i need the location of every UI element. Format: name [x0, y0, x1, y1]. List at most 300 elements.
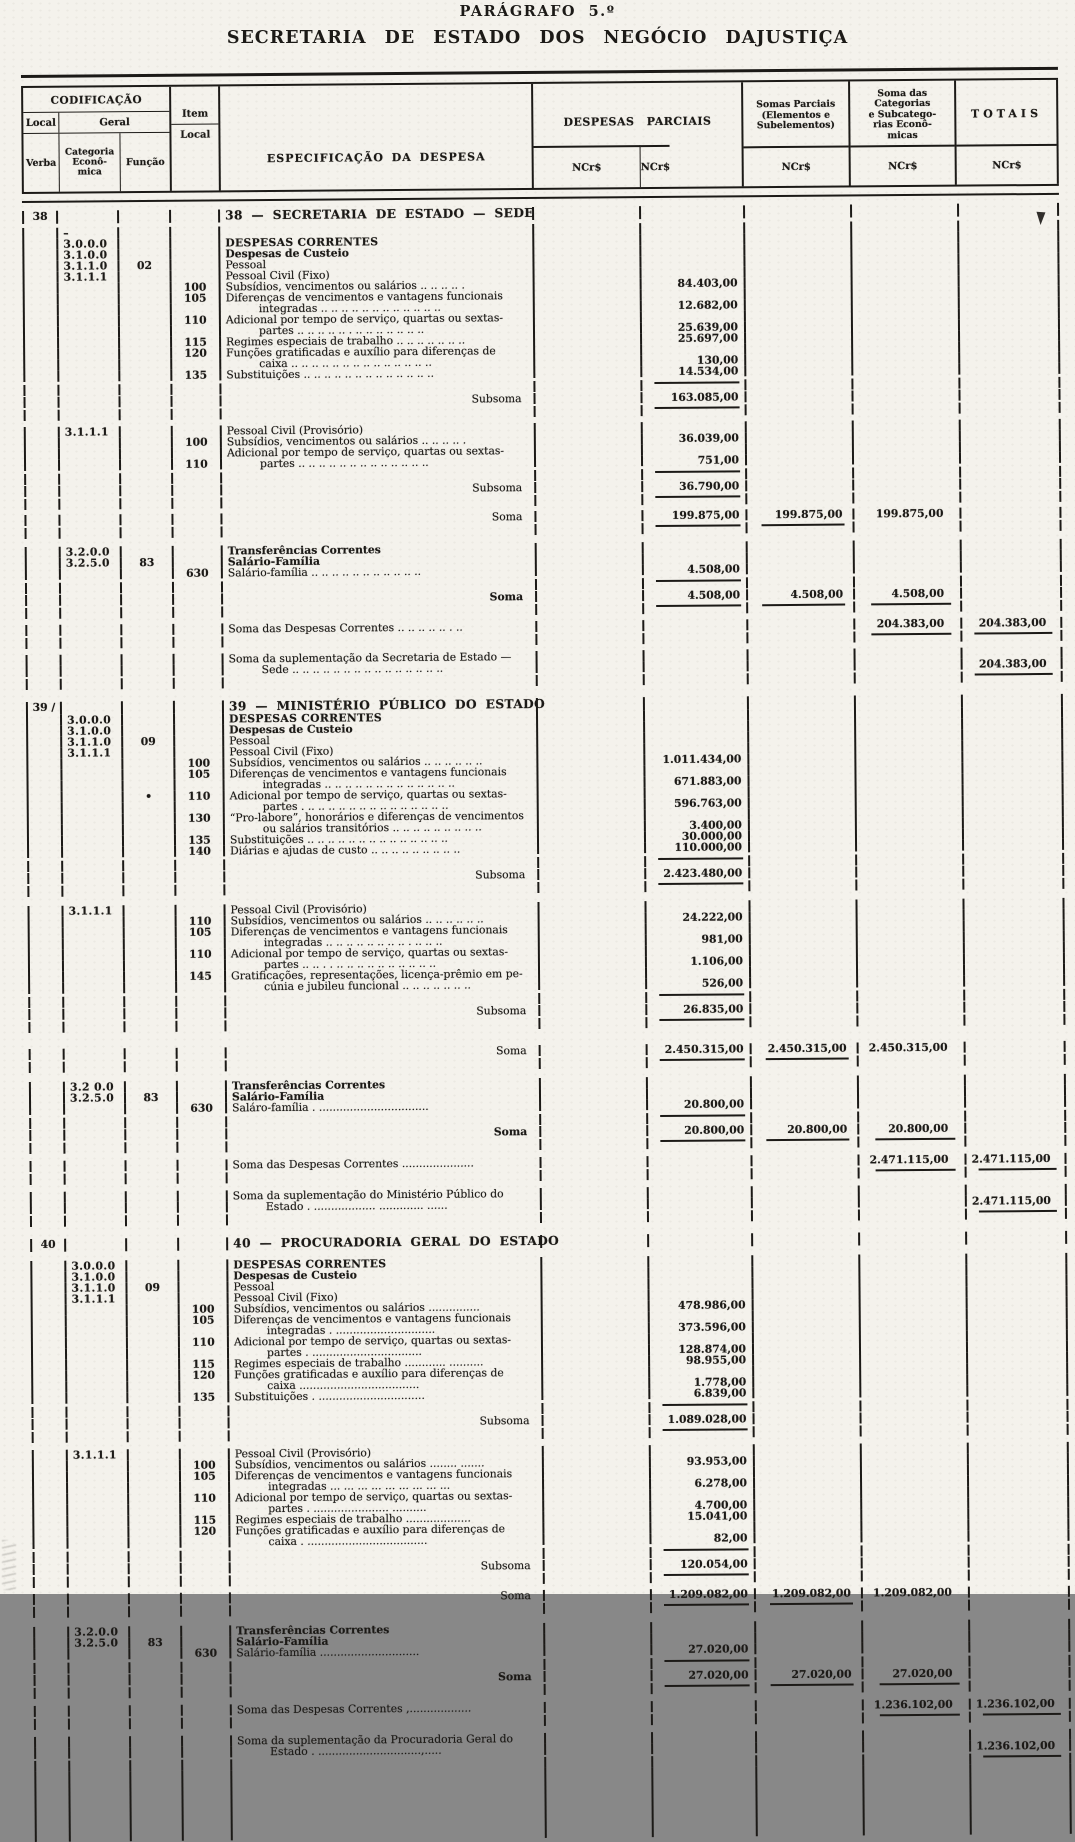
cell-verba: [24, 460, 60, 471]
cell-economic-code: [64, 971, 125, 982]
cell-funcao: [131, 1687, 183, 1698]
cell-funcao: [122, 637, 174, 648]
cell-item: [178, 1116, 227, 1127]
cell-despesas-parciais-1: [539, 787, 646, 799]
cell-funcao: [123, 701, 175, 714]
cell-soma-categorias: [862, 1498, 969, 1510]
cell-item: 100: [180, 1303, 229, 1314]
cell-totais: [961, 478, 1061, 490]
cell-somas-parciais: [752, 1111, 859, 1123]
cell-description: DESPESAS CORRENTES: [228, 1257, 542, 1270]
cell-item: 110: [173, 458, 222, 469]
cell-economic-code: [70, 1705, 131, 1716]
cell-despesas-parciais-1: [535, 322, 642, 334]
sum-rule: [766, 1139, 849, 1142]
cell-despesas-parciais-2: 4.508,00: [644, 563, 748, 575]
cell-economic-code: [63, 885, 124, 896]
cell-despesas-parciais-2: 671.883,00: [645, 775, 749, 787]
cell-soma-categorias: [857, 899, 964, 911]
cell-despesas-parciais-2: 82,00: [651, 1532, 755, 1544]
cell-soma-categorias: [853, 276, 960, 288]
cell-item: [175, 735, 224, 746]
cell-description: [223, 604, 537, 617]
cell-despesas-parciais-1: [542, 1169, 649, 1181]
cell-somas-parciais: [753, 1185, 860, 1197]
cell-soma-categorias: [854, 403, 961, 415]
cell-economic-code: [69, 1551, 130, 1562]
cell-funcao: [121, 498, 173, 509]
cell-despesas-parciais-1: [538, 765, 645, 777]
cell-funcao: [119, 227, 171, 238]
cell-soma-categorias: [861, 1287, 968, 1299]
cell-somas-parciais: [745, 204, 852, 218]
cell-totais: [968, 1286, 1068, 1298]
cell-soma-categorias: [858, 1002, 965, 1014]
cell-verba: [28, 928, 64, 939]
cell-verba: [24, 499, 60, 510]
cell-despesas-parciais-1: [541, 1138, 648, 1150]
cell-economic-code: [65, 1061, 126, 1072]
cell-item: [182, 1661, 231, 1672]
cell-description: Saláro-família . ................................: [227, 1100, 541, 1113]
cell-somas-parciais: [749, 695, 856, 709]
cell-funcao: [123, 714, 175, 725]
cell-totais: [960, 389, 1060, 401]
cell-despesas-parciais-1: [544, 1456, 651, 1468]
cell-verba: [28, 1009, 64, 1020]
cell-description: Pessoal: [228, 1279, 542, 1292]
cell-totais: [966, 1054, 1066, 1066]
cell-verba: [32, 1527, 68, 1538]
cell-funcao: [123, 665, 175, 676]
cell-despesas-parciais-1: [539, 856, 646, 868]
cell-totais: [963, 718, 1063, 730]
cell-totais: [963, 694, 1063, 708]
cell-totais: [963, 740, 1063, 752]
cell-soma-categorias: [862, 1509, 969, 1521]
cell-economic-code: [67, 1381, 128, 1392]
cell-soma-categorias: [861, 1320, 968, 1332]
cell-economic-code: [63, 860, 124, 871]
cell-somas-parciais: [751, 965, 858, 977]
cell-item: [174, 526, 223, 537]
cell-verba: [31, 1305, 67, 1316]
sum-rule: [880, 1714, 960, 1717]
cell-item: [182, 1562, 231, 1573]
cell-soma-categorias: [857, 796, 964, 808]
cell-verba: [23, 371, 59, 382]
cell-item: 135: [180, 1391, 229, 1402]
cell-despesas-parciais-1: [534, 234, 641, 246]
cell-somas-parciais: 27.020,00: [757, 1668, 864, 1680]
cell-despesas-parciais-1: [546, 1714, 653, 1726]
cell-despesas-parciais-1: [537, 564, 644, 576]
cell-verba: [32, 1450, 68, 1461]
cell-soma-categorias: [855, 648, 962, 660]
cell-despesas-parciais-2: 596.763,00: [646, 797, 750, 809]
cell-totais: [959, 264, 1059, 276]
cell-soma-categorias: [861, 1342, 968, 1354]
cell-item: [175, 724, 224, 735]
cell-economic-code: [63, 802, 124, 813]
cell-description: DESPESAS CORRENTES: [224, 711, 538, 724]
cell-despesas-parciais-1: [543, 1344, 650, 1356]
cell-soma-categorias: [855, 562, 962, 574]
cell-despesas-parciais-1: [539, 809, 646, 821]
cell-economic-code: [68, 1471, 129, 1482]
cell-soma-categorias: [859, 1136, 966, 1148]
cell-funcao: [120, 337, 172, 348]
cell-verba: [25, 608, 61, 619]
cell-item: [181, 1536, 230, 1547]
cell-economic-code: [59, 293, 120, 304]
cell-economic-code: [70, 1687, 131, 1698]
sum-rule: [771, 1684, 854, 1687]
cell-totais: [968, 1363, 1068, 1375]
cell-economic-code: [59, 337, 120, 348]
cell-economic-code: [60, 514, 121, 525]
cell-despesas-parciais-1: [535, 380, 642, 392]
cell-soma-categorias: [862, 1454, 969, 1466]
cell-somas-parciais: [747, 467, 854, 479]
cell-totais: [969, 1453, 1069, 1465]
cell-totais: [960, 341, 1060, 353]
cell-despesas-parciais-2: [649, 1210, 753, 1222]
cell-economic-code: [66, 1202, 127, 1213]
cell-despesas-parciais-2: 1.011.434,00: [645, 753, 749, 765]
cell-soma-categorias: [864, 1681, 971, 1693]
cell-description: [225, 882, 539, 895]
cell-soma-categorias: [852, 243, 959, 255]
cell-funcao: [131, 1718, 183, 1729]
cell-economic-code: [70, 1771, 132, 1841]
cell-description: [223, 524, 537, 537]
cell-somas-parciais: [752, 1154, 859, 1166]
header-especificacao: [220, 84, 534, 190]
cell-economic-code: [67, 1337, 128, 1348]
cell-totais: [964, 828, 1064, 840]
cell-economic-code: [67, 1348, 128, 1359]
cell-funcao: [128, 1370, 180, 1381]
cell-verba: [31, 1393, 67, 1404]
cell-verba: [23, 283, 59, 294]
cell-item: [179, 1214, 228, 1225]
cell-funcao: [130, 1563, 182, 1574]
cell-despesas-parciais-2: 20.800,00: [648, 1124, 752, 1136]
cell-economic-code: [62, 758, 123, 769]
cell-funcao: [123, 747, 175, 758]
cell-somas-parciais: [754, 1331, 861, 1343]
cell-despesas-parciais-1: [543, 1300, 650, 1312]
cell-somas-parciais: [750, 840, 857, 852]
cell-funcao: [119, 238, 171, 249]
cell-description: Diárias e ajudas de custo .. .. .. .. .. .. .. .. ..: [225, 843, 539, 856]
cell-somas-parciais: [748, 576, 855, 588]
cell-item: [172, 395, 221, 406]
cell-description: Funções gratificadas e auxílio para diferenças de: [221, 345, 535, 358]
cell-somas-parciais: [751, 1015, 858, 1027]
cell-despesas-parciais-2: [649, 1277, 753, 1289]
sum-rule: [658, 882, 743, 885]
cell-despesas-parciais-2: 27.020,00: [653, 1669, 757, 1681]
cell-despesas-parciais-2: 1.106,00: [647, 955, 751, 967]
cell-verba: 38: [22, 211, 58, 224]
cell-soma-categorias: [853, 298, 960, 310]
cell-economic-code: [63, 872, 124, 883]
cell-somas-parciais: [751, 976, 858, 988]
cell-despesas-parciais-1: [542, 1267, 649, 1279]
cell-somas-parciais: [756, 1642, 863, 1654]
cell-somas-parciais: [747, 442, 854, 454]
sum-rule: [659, 993, 744, 996]
cell-economic-code: [59, 384, 120, 395]
budget-table: [21, 67, 1070, 1759]
cell-despesas-parciais-1: [543, 1402, 650, 1414]
cell-verba: [33, 1594, 69, 1605]
cell-funcao: [124, 824, 176, 835]
cell-verba: [29, 1049, 65, 1060]
cell-soma-categorias: [858, 965, 965, 977]
cell-despesas-parciais-2: 526,00: [647, 977, 751, 989]
cell-economic-code: [59, 282, 120, 293]
cell-item: [176, 871, 225, 882]
cell-item: [177, 1007, 226, 1018]
cell-despesas-parciais-2: [644, 577, 748, 589]
cell-totais: [965, 920, 1065, 932]
cell-funcao: [131, 1771, 184, 1841]
cell-totais: [959, 203, 1059, 217]
cell-despesas-parciais-1: [543, 1289, 650, 1301]
cell-item: [183, 1746, 232, 1757]
cell-funcao: [129, 1526, 181, 1537]
cell-despesas-parciais-2: [653, 1682, 757, 1694]
cell-totais: [965, 909, 1065, 921]
cell-verba: [33, 1577, 69, 1588]
cell-despesas-parciais-1: [544, 1489, 651, 1501]
cell-description: caixa . ...................................: [230, 1534, 544, 1547]
cell-economic-code: [65, 1117, 126, 1128]
currency-label: NCr$: [957, 144, 1057, 185]
cell-verba: [23, 360, 59, 371]
cell-economic-code: [63, 791, 124, 802]
cell-despesas-parciais-1: [535, 355, 642, 367]
cell-despesas-parciais-1: [541, 1088, 648, 1100]
cell-description: DESPESAS CORRENTES: [220, 235, 534, 248]
cell-totais: [969, 1497, 1069, 1509]
cell-verba: [32, 1494, 68, 1505]
cell-totais: [967, 1166, 1067, 1178]
cell-description: partes . ................................: [229, 1345, 543, 1358]
cell-despesas-parciais-2: 15.041,00: [651, 1510, 755, 1522]
cell-totais: [971, 1667, 1071, 1679]
cell-verba: [23, 349, 59, 360]
cell-despesas-parciais-1: [544, 1500, 651, 1512]
cell-somas-parciais: [753, 1232, 860, 1246]
cell-totais: 204.383,00: [962, 617, 1062, 629]
cell-despesas-parciais-2: 199.875,00: [643, 509, 747, 521]
cell-description: Soma: [227, 1045, 541, 1058]
cell-description: Pessoal Civil (Provisório): [230, 1446, 544, 1459]
cell-despesas-parciais-1: [544, 1427, 651, 1439]
cell-totais: 1.236.102,00: [971, 1698, 1071, 1710]
cell-description: [227, 1139, 541, 1152]
cell-economic-code: [60, 485, 121, 496]
cell-despesas-parciais-2: [651, 1426, 755, 1438]
cell-verba: [26, 748, 62, 759]
cell-totais: [964, 795, 1064, 807]
cell-verba: [26, 737, 62, 748]
cell-soma-categorias: [860, 1185, 967, 1197]
cell-verba: [34, 1748, 70, 1759]
cell-soma-categorias: [858, 990, 965, 1002]
cell-verba: [32, 1461, 68, 1472]
cell-funcao: [129, 1537, 181, 1548]
cell-despesas-parciais-2: 12.682,00: [642, 299, 746, 311]
cell-verba: [27, 792, 63, 803]
cell-verba: [23, 305, 59, 316]
cell-verba: [23, 338, 59, 349]
cell-description: Diferenças de vencimentos e vantagens funcionais: [226, 924, 540, 937]
cell-totais: [964, 878, 1064, 890]
cell-verba: [24, 474, 60, 485]
cell-totais: [961, 466, 1061, 478]
cell-soma-categorias: [857, 785, 964, 797]
cell-despesas-parciais-1: [538, 754, 645, 766]
cell-despesas-parciais-1: [537, 633, 644, 645]
cell-despesas-parciais-1: [536, 455, 643, 467]
cell-description: Subsídios, vencimentos ou salários .. .. .. .. .. ..: [224, 755, 538, 768]
cell-somas-parciais: [748, 521, 855, 533]
cell-item: [178, 1128, 227, 1139]
cell-despesas-parciais-1: [538, 721, 645, 733]
cell-soma-categorias: [856, 763, 963, 775]
cell-soma-categorias: [858, 976, 965, 988]
cell-verba: [32, 1538, 68, 1549]
cell-somas-parciais: [749, 672, 856, 684]
cell-despesas-parciais-1: [534, 245, 641, 257]
cell-despesas-parciais-1: [536, 494, 643, 506]
cell-verba: [23, 294, 59, 305]
cell-funcao: [123, 654, 175, 665]
cell-item: [174, 593, 223, 604]
cell-funcao: [120, 396, 172, 407]
cell-verba: [26, 759, 62, 770]
cell-economic-code: 3.0.0.0: [62, 714, 123, 725]
cell-totais: [960, 330, 1060, 342]
cell-despesas-parciais-2: 98.955,00: [650, 1354, 754, 1366]
cell-somas-parciais: [746, 287, 853, 299]
cell-somas-parciais: [751, 943, 858, 955]
cell-verba: [27, 781, 63, 792]
cell-soma-categorias: [854, 492, 961, 504]
cell-verba: [27, 873, 63, 884]
cell-despesas-parciais-1: [544, 1533, 651, 1545]
cell-soma-categorias: [857, 879, 964, 891]
cell-funcao: [120, 315, 172, 326]
cell-economic-code: [65, 1048, 126, 1059]
cell-despesas-parciais-2: [648, 1112, 752, 1124]
sum-rule: [659, 1018, 744, 1021]
currency-label: NCr$: [850, 145, 955, 186]
cell-description: Regimes especiais de trabalho ............ ..........: [229, 1356, 543, 1369]
cell-despesas-parciais-2: [649, 1233, 753, 1247]
header-item-local: Local: [180, 129, 211, 141]
cell-despesas-parciais-1: [541, 1113, 648, 1125]
cell-description: Diferenças de vencimentos e vantagens funcionais: [221, 290, 535, 303]
cell-economic-code: [65, 1142, 126, 1153]
cell-despesas-parciais-1: [536, 422, 643, 434]
cell-despesas-parciais-1: [539, 901, 646, 913]
cell-item: [174, 545, 223, 556]
cell-description: Funções gratificadas e auxílio para diferenças de: [230, 1523, 544, 1536]
cell-totais: [965, 975, 1065, 987]
cell-description: Substituições .. .. .. .. .. .. .. .. .. .. .. .. ..: [221, 367, 535, 380]
header-despesas-currency-row: [534, 144, 743, 188]
cell-item: [183, 1735, 232, 1746]
cell-verba: [29, 1093, 65, 1104]
cell-funcao: [128, 1304, 180, 1315]
cell-somas-parciais: [754, 1287, 861, 1299]
cell-funcao: [121, 448, 173, 459]
cell-item: [183, 1717, 232, 1728]
cell-despesas-parciais-2: [648, 1155, 752, 1167]
cell-item: 105: [180, 1314, 229, 1325]
cell-item: [183, 1673, 232, 1684]
cell-funcao: [123, 678, 175, 689]
cell-economic-code: 3.1.0.0: [58, 249, 119, 260]
cell-verba: [23, 385, 59, 396]
cell-verba: [24, 410, 60, 421]
cell-totais: [969, 1530, 1069, 1542]
cell-verba: [25, 558, 61, 569]
cell-totais: [962, 575, 1062, 587]
cell-item: [182, 1625, 231, 1636]
cell-item: [174, 636, 223, 647]
cell-verba: [25, 528, 61, 539]
cell-despesas-parciais-2: 14.534,00: [642, 365, 746, 377]
cell-description: “Pro-labore”, honorários e diferenças de vencimentos: [225, 810, 539, 823]
cell-despesas-parciais-2: [649, 1197, 753, 1209]
cell-description: Soma: [227, 1126, 541, 1139]
cell-despesas-parciais-1: [543, 1388, 650, 1400]
cell-somas-parciais: [757, 1741, 864, 1753]
cell-despesas-parciais-1: [540, 1004, 647, 1016]
cell-verba: [32, 1516, 68, 1527]
sum-rule: [654, 381, 739, 384]
cell-totais: [959, 220, 1059, 232]
cell-despesas-parciais-1: [537, 578, 644, 590]
cell-despesas-parciais-2: [653, 1731, 757, 1743]
cell-despesas-parciais-2: [653, 1766, 758, 1837]
sum-rule: [876, 1169, 956, 1172]
cell-funcao: [128, 1359, 180, 1370]
sum-rule: [660, 1114, 745, 1117]
cell-despesas-parciais-2: [641, 244, 745, 256]
cell-soma-categorias: [857, 818, 964, 830]
cell-item: [173, 513, 222, 524]
header-soma-categorias: Soma das Categorias e Subcatego- rias Econô- micas: [868, 87, 937, 141]
sum-rule: [880, 1683, 960, 1686]
cell-somas-parciais: [757, 1730, 864, 1742]
cell-totais: [967, 1208, 1067, 1220]
sum-rule: [979, 1210, 1057, 1213]
cell-despesas-parciais-2: [648, 1137, 752, 1149]
cell-verba: [27, 836, 63, 847]
cell-item: 105: [177, 926, 226, 937]
cell-despesas-parciais-1: [545, 1658, 652, 1670]
cell-verba: [31, 1371, 67, 1382]
cell-somas-parciais: [752, 1055, 859, 1067]
